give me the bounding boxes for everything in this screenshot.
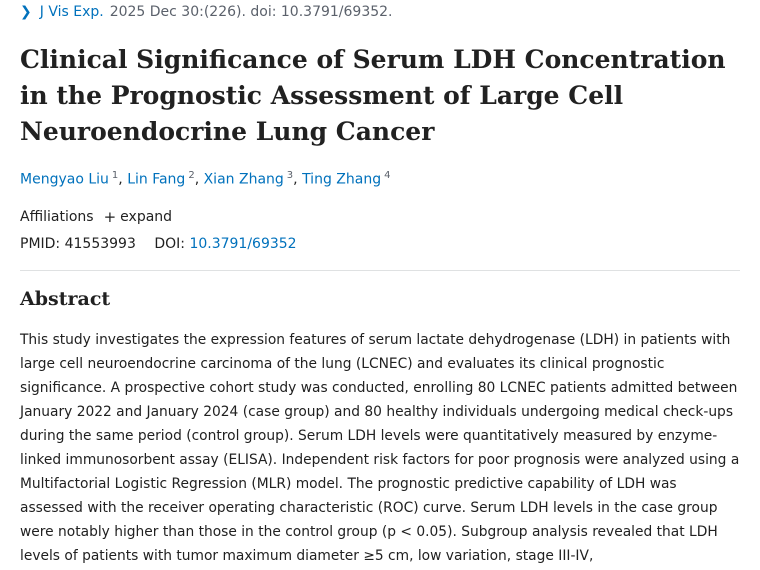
author-link[interactable]: Lin Fang [127, 171, 186, 188]
pmid-label: PMID: [20, 236, 61, 252]
author-affiliation-number[interactable]: 3 [286, 170, 294, 181]
pmid-value: 41553993 [64, 236, 136, 252]
affiliations-label: Affiliations [20, 209, 94, 225]
citation-line [20, 4, 393, 20]
plus-icon[interactable]: + [103, 208, 117, 226]
citation-details: 2025 Dec 30:(226). doi: 10.3791/69352. [109, 4, 393, 20]
author-affiliation-number[interactable]: 4 [384, 170, 391, 181]
author-affiliation-number[interactable]: 1 [111, 170, 119, 181]
article-title: Clinical Significance of Serum LDH Concentration in the Prognostic Assessment of Large Cell Neuroendocrine Lung Cancer [20, 45, 726, 146]
authors-list: Mengyao Liu $^1$, Lin Fang $^2$, Xian Zhang $^3$, Ting Zhang $^4$ [20, 170, 391, 188]
affiliations-row [20, 208, 172, 226]
author-link[interactable]: Xian Zhang [203, 171, 284, 188]
journal-link[interactable]: J Vis Exp. [39, 4, 104, 20]
doi-label: DOI: [154, 236, 185, 252]
author-link[interactable]: Mengyao Liu [20, 171, 109, 188]
doi-link[interactable]: 10.3791/69352 [189, 236, 297, 252]
abstract-heading: Abstract [20, 288, 111, 310]
abstract-text: This study investigates the expression features of serum lactate dehydrogenase (LDH) in patients with large cell neuroendocrine carcinoma of the lung (LCNEC) and evaluates its clinical prognostic significance. A prospective cohort study was conducted, enrolling 80 LCNEC patients admitted between January 2022 and January 2024 (case group) and 80 healthy individuals undergoing medical check-ups during the same period (control group). Serum LDH levels were quantitatively measured by enzyme-linked immunosorbent assay (ELISA). Independent risk factors for poor prognosis were analyzed using a Multifactorial Logistic Regression (MLR) model. The prognostic predictive capability of LDH was assessed with the receiver operating characteristic (ROC) curve. Serum LDH levels in the case group were notably higher than those in the control group (p < 0.05). Subgroup analysis revealed that LDH levels of patients with tumor maximum diameter ≥5 cm, low variation, stage III-IV, [20, 332, 740, 564]
expand-affiliations-button[interactable]: expand [120, 209, 173, 225]
identifiers-row [20, 236, 297, 252]
chevron-right-icon[interactable]: ❯ [20, 4, 32, 20]
section-divider [20, 270, 740, 271]
author-link[interactable]: Ting Zhang [302, 171, 382, 188]
author-affiliation-number[interactable]: 2 [188, 170, 195, 181]
